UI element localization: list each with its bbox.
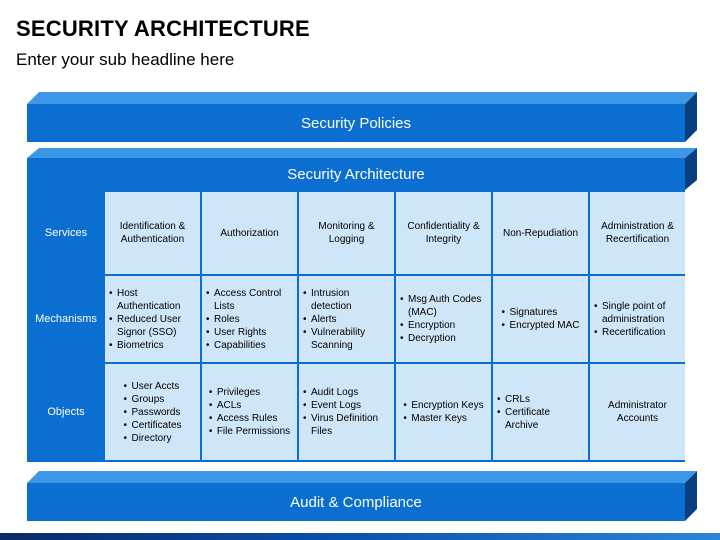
- service-cell: Non-Repudiation: [493, 192, 588, 274]
- mechanism-item: • Capabilities: [206, 339, 293, 352]
- service-cell: Monitoring & Logging: [299, 192, 394, 274]
- mechanism-cell: [493, 276, 588, 362]
- object-item: • CRLs: [497, 393, 584, 406]
- page-title: SECURITY ARCHITECTURE: [16, 16, 310, 41]
- object-item: • Passwords: [123, 406, 181, 419]
- security-policies-bar: Security Policies: [27, 104, 685, 142]
- service-cell: Authorization: [202, 192, 297, 274]
- object-item: • Privileges: [209, 386, 290, 399]
- object-item: • User Accts: [123, 380, 181, 393]
- service-cell: Administration & Recertification: [590, 192, 685, 274]
- object-item: • Certificates: [123, 419, 181, 432]
- mechanism-item: • Single point of administration: [594, 300, 681, 326]
- object-cell: [105, 364, 200, 460]
- mechanism-cell: [396, 276, 491, 362]
- object-item: • Directory: [123, 432, 181, 445]
- mechanism-cell: [105, 276, 200, 362]
- object-cell: [396, 364, 491, 460]
- security-architecture-header: Security Architecture: [27, 158, 685, 190]
- mechanism-item: • Host Authentication: [109, 287, 196, 313]
- object-cell: [493, 364, 588, 460]
- mechanism-item: • Roles: [206, 313, 293, 326]
- object-item: • ACLs: [209, 399, 290, 412]
- object-item: • Groups: [123, 393, 181, 406]
- object-cell: [299, 364, 394, 460]
- object-item: • Master Keys: [403, 412, 483, 425]
- mechanism-item: • Decryption: [400, 332, 487, 345]
- audit-compliance-bar: Audit & Compliance: [27, 483, 685, 521]
- mechanism-item: • Signatures: [501, 306, 579, 319]
- architecture-grid: [105, 192, 685, 460]
- object-item: • Virus Definition Files: [303, 412, 390, 438]
- object-item: • Audit Logs: [303, 386, 390, 399]
- mechanism-item: • Vulnerability Scanning: [303, 326, 390, 352]
- audit-bar-top-face: [27, 471, 697, 483]
- page-subtitle: Enter your sub headline here: [16, 50, 235, 69]
- service-cell: Confidentiality & Integrity: [396, 192, 491, 274]
- object-cell: [202, 364, 297, 460]
- mechanism-item: • Msg Auth Codes (MAC): [400, 293, 487, 319]
- service-cell: Identification & Authentication: [105, 192, 200, 274]
- object-item: • Encryption Keys: [403, 399, 483, 412]
- mechanism-cell: [299, 276, 394, 362]
- mechanism-item: • Encrypted MAC: [501, 319, 579, 332]
- row-label-services: Services: [44, 227, 88, 239]
- mechanism-item: • Encryption: [400, 319, 487, 332]
- mechanism-item: • Reduced User Signor (SSO): [109, 313, 196, 339]
- object-item: • Access Rules: [209, 412, 290, 425]
- mechanism-item: • Intrusion detection: [303, 287, 390, 313]
- mechanism-cell: [590, 276, 685, 362]
- mechanism-item: • User Rights: [206, 326, 293, 339]
- mechanism-item: • Access Control Lists: [206, 287, 293, 313]
- mechanism-item: • Biometrics: [109, 339, 196, 352]
- object-cell: Administrator Accounts: [590, 364, 685, 460]
- row-label-objects: Objects: [47, 406, 85, 418]
- object-item: • Certificate Archive: [497, 406, 584, 432]
- mechanism-item: • Recertification: [594, 326, 681, 339]
- architecture-top-face: [27, 148, 697, 158]
- footer-accent-strip: [0, 533, 720, 540]
- object-item: • File Permissions: [209, 425, 290, 438]
- mechanism-item: • Alerts: [303, 313, 390, 326]
- row-label-mechanisms: Mechanisms: [35, 313, 97, 325]
- policies-bar-top-face: [27, 92, 697, 104]
- mechanism-cell: [202, 276, 297, 362]
- object-item: • Event Logs: [303, 399, 390, 412]
